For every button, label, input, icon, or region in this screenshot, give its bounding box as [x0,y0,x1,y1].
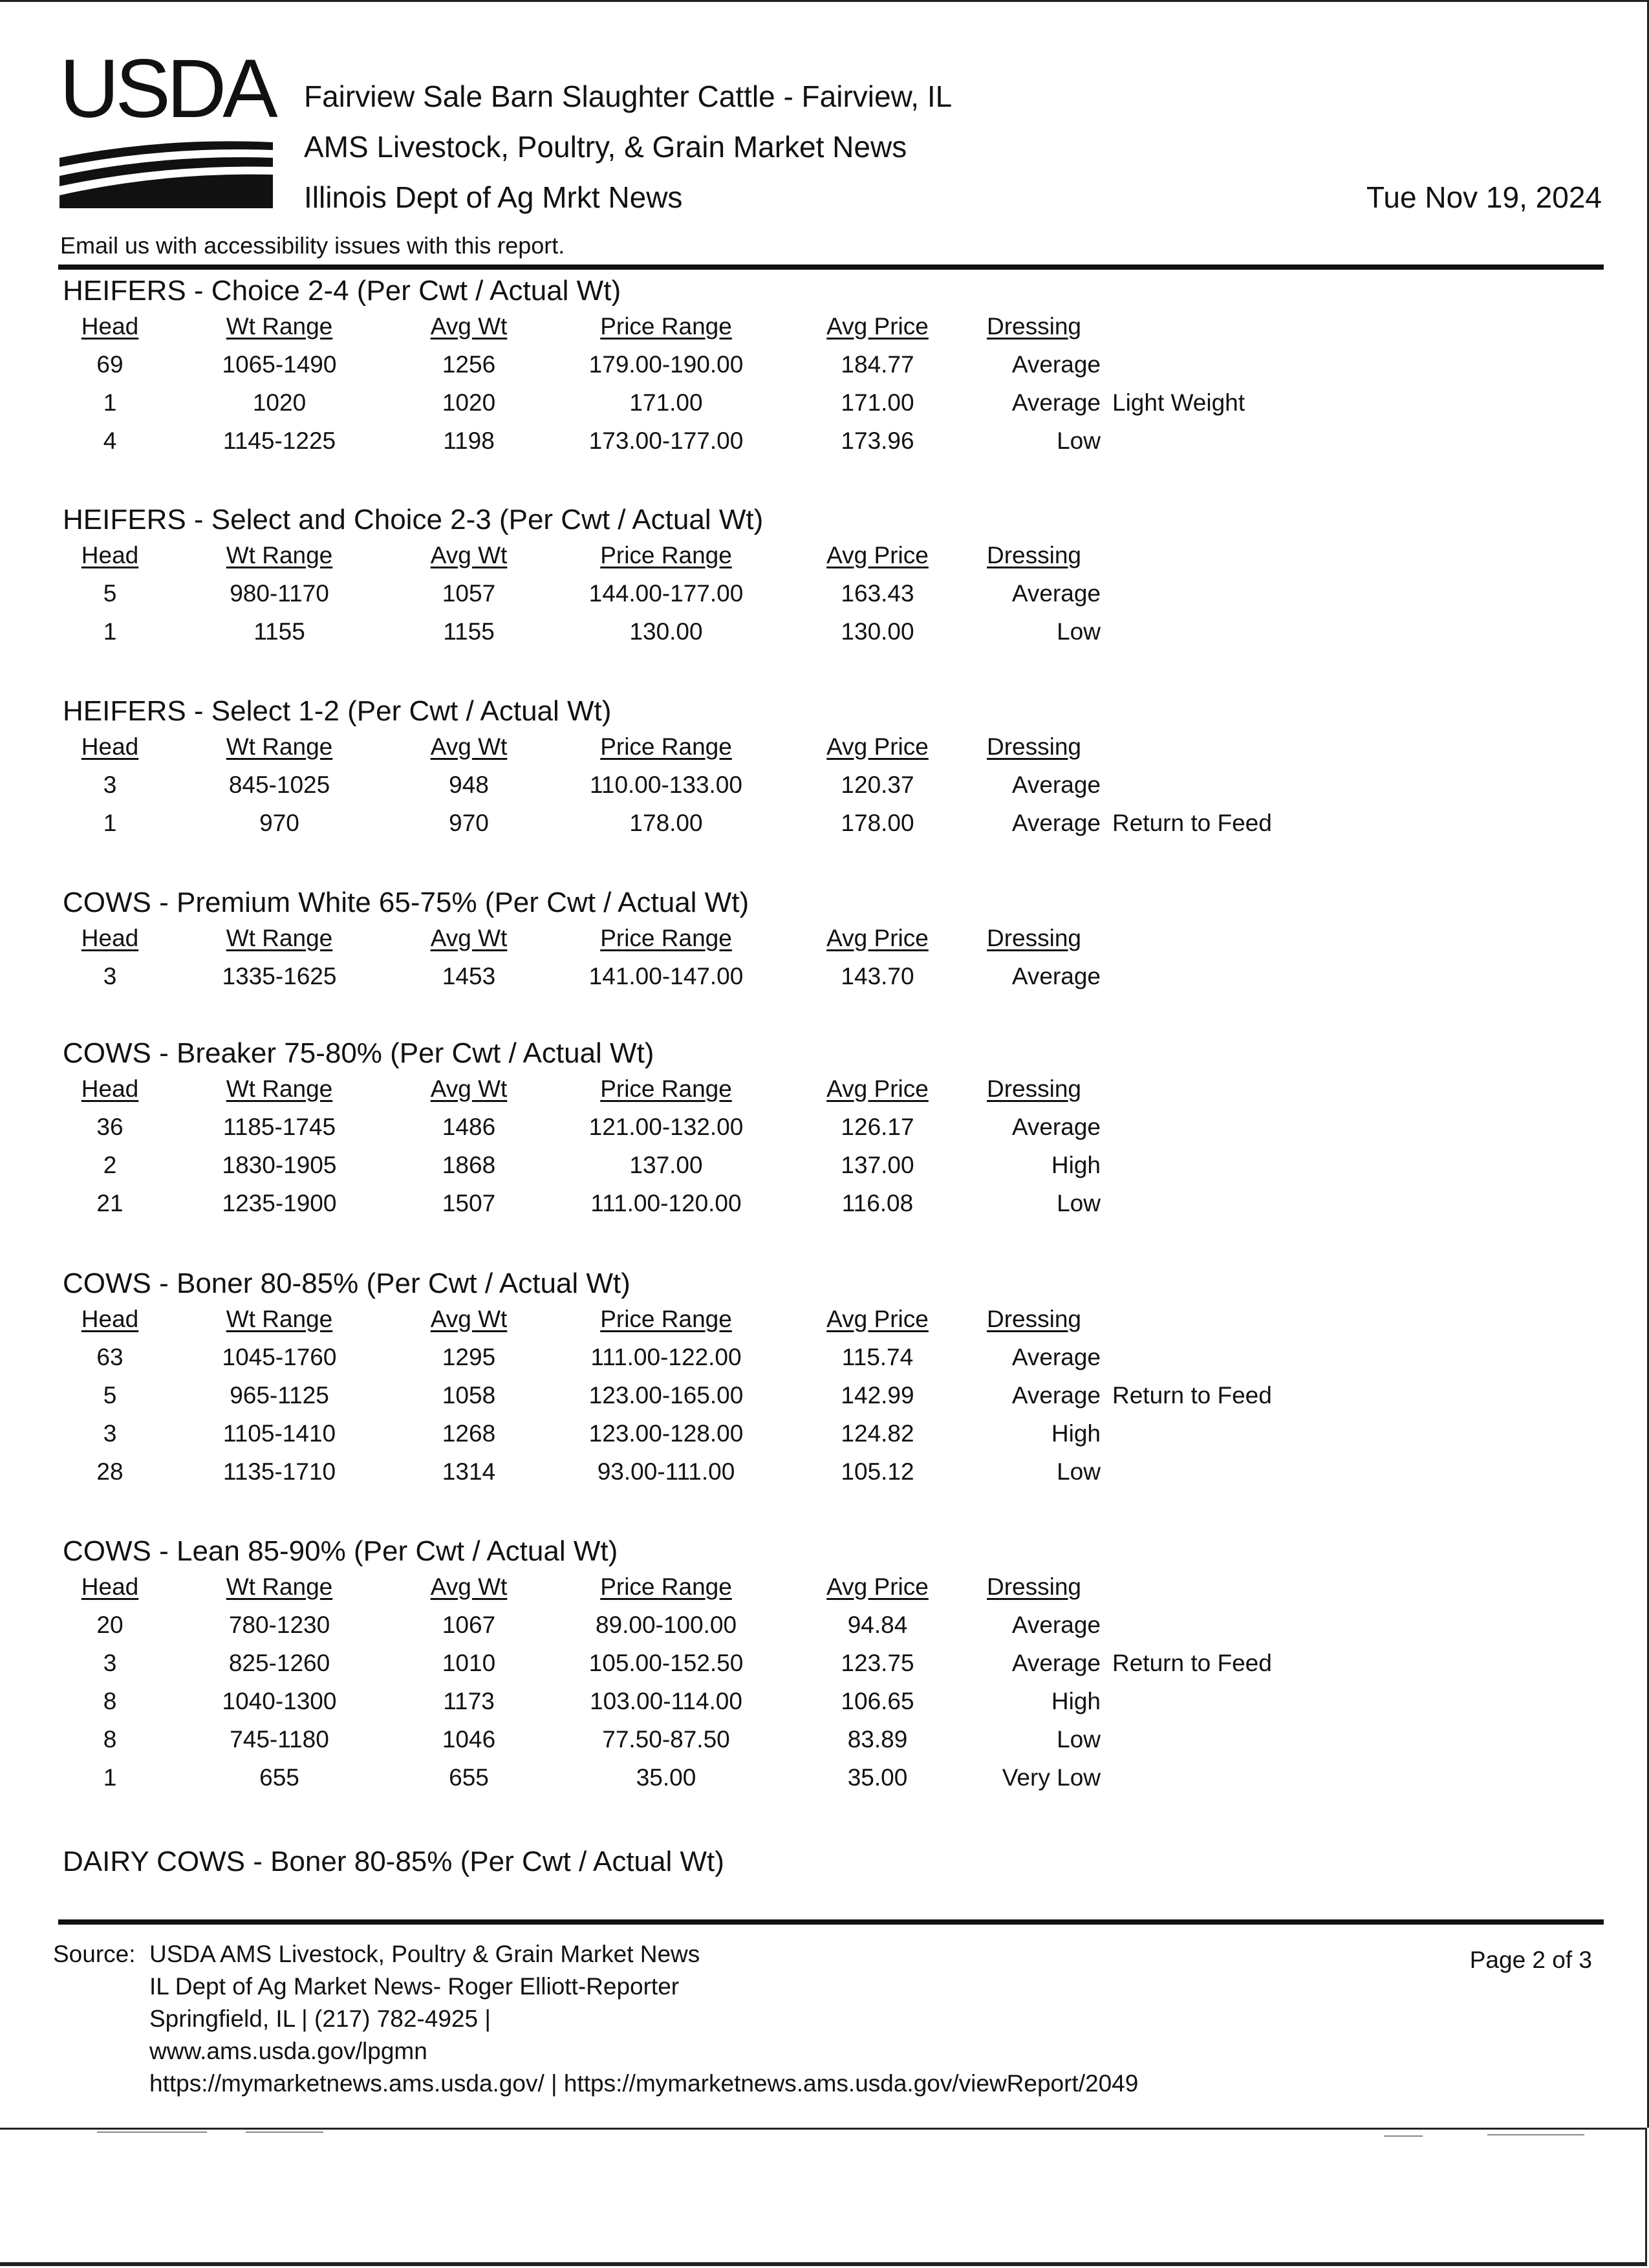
cell-avg-price: 178.00 [841,810,914,836]
cell-price-range: 144.00-177.00 [588,580,744,607]
cell-head: 28 [96,1458,124,1485]
cell-wt-range: 970 [259,810,299,836]
cell-avg-wt: 1314 [442,1458,496,1485]
cell-head: 21 [96,1190,124,1216]
cell-avg-price: 130.00 [841,618,914,645]
column-header-avg-wt: Avg Wt [430,1573,508,1600]
cell-avg-wt: 970 [449,810,489,836]
cell-head: 1 [103,389,117,416]
cell-dressing: Low [1057,427,1101,454]
footer-line: Springfield, IL | (217) 782-4925 | [149,2005,491,2032]
cell-head: 3 [103,1650,117,1676]
column-header-price-range: Price Range [600,733,732,760]
cell-head: 5 [103,1382,117,1409]
cell-avg-wt: 1486 [442,1114,496,1140]
cell-avg-price: 116.08 [841,1190,914,1216]
report-title: Fairview Sale Barn Slaughter Cattle - Fairview, IL [304,80,953,113]
cell-price-range: 173.00-177.00 [588,427,744,454]
cell-dressing: Average [1011,810,1101,836]
scan-edge-top [0,0,1649,2]
cell-head: 4 [103,427,117,454]
scan-bottom-box [0,2128,1647,2266]
section-title: COWS - Lean 85-90% (Per Cwt / Actual Wt) [63,1535,618,1567]
cell-price-range: 103.00-114.00 [590,1688,742,1714]
column-header-price-range: Price Range [600,1075,732,1102]
cell-wt-range: 1135-1710 [222,1458,336,1485]
cell-wt-range: 1155 [253,618,305,645]
cell-price-range: 93.00-111.00 [597,1458,735,1485]
usda-logo-swoosh-icon [59,59,273,208]
column-header-head: Head [81,1075,139,1102]
column-header-avg-price: Avg Price [826,1306,929,1332]
cell-wt-range: 965-1125 [230,1382,329,1409]
cell-avg-price: 94.84 [847,1612,908,1638]
cell-dressing: Average [1011,351,1101,378]
cell-dressing: Very Low [1002,1764,1101,1791]
cell-price-range: 130.00 [629,618,703,645]
cell-wt-range: 1020 [252,389,307,416]
cell-price-range: 105.00-152.50 [588,1650,744,1676]
section-title: HEIFERS - Choice 2-4 (Per Cwt / Actual Wt) [63,275,621,307]
cell-dressing: Average [1011,1650,1101,1676]
cell-wt-range: 1185-1745 [222,1114,336,1140]
column-header-dressing: Dressing [987,542,1081,568]
cell-dressing: Average [1011,580,1101,607]
cell-avg-price: 173.96 [841,427,914,454]
column-header-wt-range: Wt Range [226,733,333,760]
cell-price-range: 111.00-120.00 [590,1190,742,1216]
cell-wt-range: 655 [259,1764,299,1791]
cell-dressing: Average [1011,963,1101,989]
cell-avg-wt: 948 [449,772,489,798]
scan-artifact [246,2132,323,2133]
cell-avg-price: 123.75 [841,1650,914,1676]
cell-price-range: 110.00-133.00 [590,772,742,798]
column-header-avg-wt: Avg Wt [430,925,508,951]
column-header-wt-range: Wt Range [226,1573,333,1600]
cell-head: 20 [96,1612,124,1638]
cell-wt-range: 1105-1410 [222,1420,336,1447]
cell-avg-price: 115.74 [841,1344,914,1370]
cell-avg-wt: 1198 [443,427,495,454]
cell-avg-price: 184.77 [841,351,914,378]
column-header-avg-price: Avg Price [826,733,929,760]
cell-avg-price: 143.70 [841,963,914,989]
cell-price-range: 137.00 [629,1152,703,1178]
cell-price-range: 35.00 [636,1764,696,1791]
cell-head: 8 [103,1726,117,1753]
column-header-dressing: Dressing [987,1573,1081,1600]
footer-line: USDA AMS Livestock, Poultry & Grain Market News [149,1941,700,1967]
cell-dressing: Average [1011,772,1101,798]
cell-dressing: High [1051,1152,1101,1178]
cell-avg-wt: 1507 [442,1190,496,1216]
column-header-dressing: Dressing [987,1075,1081,1102]
header-divider [58,265,1604,270]
cell-avg-wt: 1046 [442,1726,496,1753]
cell-price-range: 123.00-128.00 [588,1420,744,1447]
cell-avg-price: 137.00 [841,1152,914,1178]
cell-price-range: 121.00-132.00 [588,1114,744,1140]
cell-head: 3 [103,772,117,798]
cell-avg-price: 142.99 [841,1382,914,1409]
section-title: DAIRY COWS - Boner 80-85% (Per Cwt / Actual Wt) [63,1846,724,1877]
cell-head: 3 [103,1420,117,1447]
cell-wt-range: 780-1230 [228,1612,330,1638]
cell-avg-wt: 655 [449,1764,489,1791]
column-header-price-range: Price Range [600,313,732,340]
footer-website-link[interactable]: www.ams.usda.gov/lpgmn [149,2038,427,2064]
cell-dressing: High [1051,1420,1101,1447]
cell-wt-range: 1830-1905 [222,1152,337,1178]
section-title: HEIFERS - Select 1-2 (Per Cwt / Actual Wt) [63,695,612,727]
cell-avg-price: 124.82 [841,1420,914,1447]
cell-avg-wt: 1173 [443,1688,495,1714]
column-header-avg-price: Avg Price [826,925,929,951]
section-title: HEIFERS - Select and Choice 2-3 (Per Cwt / Actual Wt) [63,504,764,535]
column-header-avg-wt: Avg Wt [430,733,508,760]
footer-line: IL Dept of Ag Market News- Roger Elliott-Reporter [149,1973,680,2000]
column-header-price-range: Price Range [600,1306,732,1332]
cell-avg-wt: 1453 [442,963,496,989]
column-header-wt-range: Wt Range [226,313,333,340]
column-header-avg-wt: Avg Wt [430,1075,508,1102]
cell-avg-price: 105.12 [841,1458,914,1485]
cell-price-range: 171.00 [629,389,703,416]
cell-dressing: Low [1057,1190,1101,1216]
cell-avg-price: 126.17 [841,1114,914,1140]
cell-head: 5 [103,580,117,607]
cell-avg-wt: 1067 [442,1612,496,1638]
cell-wt-range: 1065-1490 [222,351,337,378]
scan-artifact [1487,2134,1584,2135]
cell-avg-price: 83.89 [847,1726,908,1753]
cell-head: 2 [103,1152,117,1178]
cell-avg-price: 35.00 [847,1764,908,1791]
section-title: COWS - Boner 80-85% (Per Cwt / Actual Wt) [63,1268,630,1299]
cell-dressing: Average [1011,1382,1101,1409]
cell-price-range: 111.00-122.00 [590,1344,742,1370]
cell-note: Return to Feed [1112,1650,1272,1676]
footer-divider [58,1919,1604,1925]
cell-avg-price: 106.65 [841,1688,914,1714]
column-header-head: Head [81,1573,139,1600]
cell-wt-range: 1335-1625 [222,963,337,989]
cell-wt-range: 745-1180 [230,1726,329,1753]
cell-price-range: 77.50-87.50 [602,1726,730,1753]
column-header-avg-price: Avg Price [826,1075,929,1102]
cell-avg-wt: 1155 [443,618,495,645]
cell-wt-range: 825-1260 [228,1650,330,1676]
cell-head: 8 [103,1688,117,1714]
cell-head: 1 [103,810,117,836]
column-header-avg-price: Avg Price [826,313,929,340]
cell-note: Return to Feed [1112,1382,1272,1409]
section-title: COWS - Breaker 75-80% (Per Cwt / Actual Wt) [63,1037,654,1069]
cell-price-range: 123.00-165.00 [588,1382,744,1409]
cell-wt-range: 1145-1225 [222,427,336,454]
cell-avg-wt: 1020 [442,389,496,416]
column-header-head: Head [81,313,139,340]
cell-avg-wt: 1868 [442,1152,496,1178]
cell-avg-price: 163.43 [841,580,914,607]
column-header-avg-wt: Avg Wt [430,313,508,340]
column-header-head: Head [81,1306,139,1332]
cell-avg-wt: 1295 [442,1344,496,1370]
cell-avg-wt: 1010 [442,1650,496,1676]
accessibility-email-link[interactable]: Email us with accessibility issues with this report. [60,232,565,259]
column-header-head: Head [81,733,139,760]
column-header-wt-range: Wt Range [226,925,333,951]
cell-head: 69 [96,351,124,378]
cell-head: 3 [103,963,117,989]
cell-price-range: 141.00-147.00 [588,963,744,989]
cell-wt-range: 1045-1760 [222,1344,337,1370]
column-header-head: Head [81,542,139,568]
cell-price-range: 179.00-190.00 [588,351,744,378]
column-header-avg-price: Avg Price [826,1573,929,1600]
cell-head: 36 [96,1114,124,1140]
column-header-price-range: Price Range [600,925,732,951]
scan-artifact [97,2132,207,2133]
cell-wt-range: 1040-1300 [222,1688,337,1714]
report-subtitle: AMS Livestock, Poultry, & Grain Market News [304,130,907,164]
report-agency: Illinois Dept of Ag Mrkt News [304,180,683,214]
cell-price-range: 89.00-100.00 [595,1612,737,1638]
scan-artifact [1384,2135,1423,2137]
cell-dressing: Average [1011,1114,1101,1140]
cell-wt-range: 1235-1900 [222,1190,337,1216]
footer-mymarketnews-links[interactable]: https://mymarketnews.ams.usda.gov/ | https://mymarketnews.ams.usda.gov/viewReport/2049 [149,2070,1139,2097]
column-header-wt-range: Wt Range [226,1075,333,1102]
cell-avg-wt: 1058 [442,1382,496,1409]
cell-head: 63 [96,1344,124,1370]
report-date: Tue Nov 19, 2024 [1366,180,1602,214]
cell-note: Light Weight [1112,389,1245,416]
column-header-dressing: Dressing [987,733,1081,760]
cell-dressing: Low [1057,1726,1101,1753]
column-header-wt-range: Wt Range [226,1306,333,1332]
column-header-dressing: Dressing [987,313,1081,340]
cell-note: Return to Feed [1112,810,1272,836]
usda-logo [59,43,274,208]
cell-avg-wt: 1057 [442,580,496,607]
column-header-head: Head [81,925,139,951]
column-header-dressing: Dressing [987,1306,1081,1332]
column-header-price-range: Price Range [600,542,732,568]
section-title: COWS - Premium White 65-75% (Per Cwt / Actual Wt) [63,887,749,918]
cell-avg-price: 120.37 [841,772,914,798]
cell-head: 1 [103,1764,117,1791]
cell-head: 1 [103,618,117,645]
cell-avg-wt: 1268 [442,1420,496,1447]
column-header-wt-range: Wt Range [226,542,333,568]
cell-dressing: Average [1011,1344,1101,1370]
column-header-avg-wt: Avg Wt [430,542,508,568]
cell-dressing: High [1051,1688,1101,1714]
column-header-dressing: Dressing [987,925,1081,951]
footer-source-label: Source: [53,1941,136,1967]
column-header-price-range: Price Range [600,1573,732,1600]
cell-price-range: 178.00 [629,810,703,836]
cell-dressing: Average [1011,389,1101,416]
cell-dressing: Average [1011,1612,1101,1638]
cell-avg-wt: 1256 [442,351,496,378]
column-header-avg-price: Avg Price [826,542,929,568]
cell-wt-range: 980-1170 [230,580,329,607]
cell-wt-range: 845-1025 [228,772,330,798]
cell-dressing: Low [1057,1458,1101,1485]
page-number: Page 2 of 3 [1469,1947,1592,1973]
column-header-avg-wt: Avg Wt [430,1306,508,1332]
cell-dressing: Low [1057,618,1101,645]
usda-logo-text: USDA [59,43,274,135]
cell-avg-price: 171.00 [841,389,914,416]
